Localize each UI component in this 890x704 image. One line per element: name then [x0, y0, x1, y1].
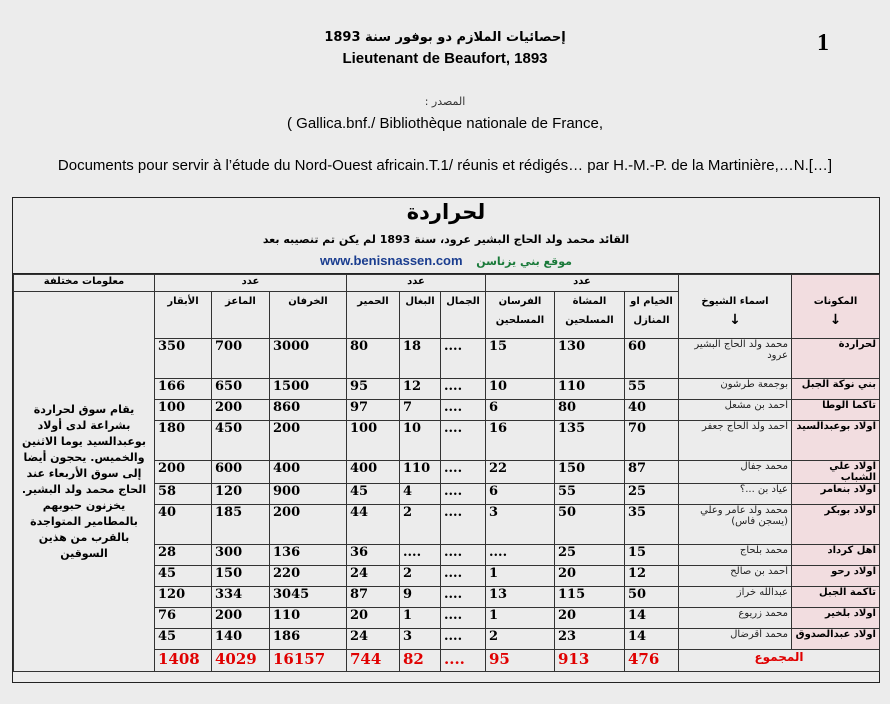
cattle-cell: 350: [155, 339, 212, 379]
goats-cell: 150: [212, 566, 270, 587]
cattle-cell: 166: [155, 379, 212, 400]
tribe-title: لحراردة: [406, 200, 486, 224]
sheep-cell: 3000: [270, 339, 347, 379]
camels-cell: ....: [441, 339, 486, 379]
sheikh-name-cell: محمد جفال: [679, 461, 792, 484]
camels-cell: ....: [441, 587, 486, 608]
sheep-header: الخرفان: [270, 292, 347, 339]
tents-header-line1: الخيام او: [630, 296, 673, 307]
goats-cell: 600: [212, 461, 270, 484]
tents-cell: 25: [625, 484, 679, 505]
component-name-cell: اولاد علي الشباب: [792, 461, 880, 484]
documents-line: Documents pour servir à l’étude du Nord-Ouest africain.T.1/ réunis et rédigés… par H.-M.-P. de la Martinière,…N.[…]: [57, 157, 833, 174]
notes-cell: يقام سوق لحراردة بشراعة لدى أولاد بوعبدالسيد يوما الاثنين والخميس. يحجون أيضا إلى سوق الأربعاء عند الحاج محمد ولد البشير. يخزنون حبوبهم بالمطامير المتواجدة بالقرب من هذين السوقين: [14, 292, 155, 672]
sheikh-name-cell: أحمد بن مشعل: [679, 400, 792, 421]
cavalry-cell: 6: [486, 484, 555, 505]
camels-cell: ....: [441, 484, 486, 505]
cavalry-cell: 1: [486, 608, 555, 629]
sheikh-name-cell: محمد ولد عامر وعلي (يسجن فاس): [679, 505, 792, 545]
sheikh-name-cell: أحمد بن صالح: [679, 566, 792, 587]
page-number: 1: [817, 30, 829, 56]
sheep-cell: 900: [270, 484, 347, 505]
header-row-top: [14, 275, 880, 292]
total-cavalry-cell: 95: [486, 650, 555, 672]
sheikh-name-cell: بوجمعة طرشون: [679, 379, 792, 400]
data-grid: [13, 274, 880, 672]
armed-infantry-header: [555, 292, 625, 339]
cavalry-cell: 22: [486, 461, 555, 484]
infantry-cell: 115: [555, 587, 625, 608]
sheep-cell: 1500: [270, 379, 347, 400]
sheep-cell: 200: [270, 505, 347, 545]
tents-cell: 55: [625, 379, 679, 400]
camels-cell: ....: [441, 421, 486, 461]
mules-cell: 7: [400, 400, 441, 421]
component-name-cell: اولاد رحو: [792, 566, 880, 587]
down-arrow-icon: ↓: [829, 311, 842, 328]
infantry-cell: 110: [555, 379, 625, 400]
sheep-cell: 220: [270, 566, 347, 587]
mules-cell: 4: [400, 484, 441, 505]
armed-infantry-header-line2: المسلحين: [565, 315, 614, 326]
cattle-cell: 200: [155, 461, 212, 484]
source-label: المصدر :: [424, 95, 466, 108]
infantry-cell: 20: [555, 608, 625, 629]
cattle-cell: 58: [155, 484, 212, 505]
goats-cell: 120: [212, 484, 270, 505]
donkeys-cell: 20: [347, 608, 400, 629]
sheikhs-header: [679, 292, 792, 339]
total-donkeys-cell: 744: [347, 650, 400, 672]
total-sheep-cell: 16157: [270, 650, 347, 672]
armed-cavalry-header-line2: المسلحين: [495, 315, 545, 326]
donkeys-cell: 400: [347, 461, 400, 484]
table-banner: [13, 198, 879, 274]
armed-cavalry-header: [486, 292, 555, 339]
component-name-cell: بني نوكة الجبل: [792, 379, 880, 400]
component-name-cell: تاكما الوطا: [792, 400, 880, 421]
mules-cell: 10: [400, 421, 441, 461]
components-header-label: المكونات: [813, 295, 858, 307]
goats-cell: 650: [212, 379, 270, 400]
tents-cell: 14: [625, 608, 679, 629]
donkeys-cell: 97: [347, 400, 400, 421]
armed-cavalry-header-line1: الفرسان: [498, 296, 542, 307]
total-mules-cell: 82: [400, 650, 441, 672]
component-name-cell: اولاد عبدالصدوق: [792, 629, 880, 650]
tents-header: [625, 292, 679, 339]
infantry-cell: 50: [555, 505, 625, 545]
goats-cell: 300: [212, 545, 270, 566]
tents-cell: 12: [625, 566, 679, 587]
component-name-cell: اهل كرداد: [792, 545, 880, 566]
title-arabic: إحصائيات الملازم دو بوفور سنة 1893: [324, 30, 566, 45]
sheikhs-header-label: اسماء الشيوخ: [701, 295, 769, 307]
cattle-cell: 100: [155, 400, 212, 421]
sheikh-name-cell: عبدالله خراز: [679, 587, 792, 608]
source-line: ( Gallica.bnf./ Bibliothèque nationale de France,: [286, 115, 604, 132]
cattle-header: الأبقار: [155, 292, 212, 339]
sheep-cell: 200: [270, 421, 347, 461]
infantry-cell: 130: [555, 339, 625, 379]
website-link[interactable]: www.benisnassen.com: [320, 253, 463, 268]
sheikh-name-cell: عياد بن ...؟: [679, 484, 792, 505]
total-goats-cell: 4029: [212, 650, 270, 672]
donkeys-header: الحمير: [347, 292, 400, 339]
sheep-cell: 860: [270, 400, 347, 421]
mules-cell: 12: [400, 379, 441, 400]
total-label-cell: المجموع: [679, 650, 880, 672]
cattle-cell: 40: [155, 505, 212, 545]
tents-cell: 40: [625, 400, 679, 421]
sheikh-name-cell: محمد بلحاج: [679, 545, 792, 566]
cavalry-cell: 10: [486, 379, 555, 400]
website-line: [13, 253, 879, 268]
header-row-columns: [14, 292, 880, 339]
count-header-livestock: عدد: [155, 275, 347, 292]
camels-cell: ....: [441, 629, 486, 650]
cavalry-cell: 13: [486, 587, 555, 608]
website-arabic: موقع بني يزناسن: [476, 255, 572, 268]
sheep-cell: 400: [270, 461, 347, 484]
header-blank-sheikh: [679, 275, 792, 292]
sheikh-name-cell: محمد زريوع: [679, 608, 792, 629]
donkeys-cell: 80: [347, 339, 400, 379]
sheep-cell: 186: [270, 629, 347, 650]
sheep-cell: 3045: [270, 587, 347, 608]
cattle-cell: 28: [155, 545, 212, 566]
total-tents-cell: 476: [625, 650, 679, 672]
infantry-cell: 20: [555, 566, 625, 587]
infantry-cell: 80: [555, 400, 625, 421]
camels-cell: ....: [441, 379, 486, 400]
goats-cell: 200: [212, 400, 270, 421]
document-header: [0, 0, 890, 196]
donkeys-cell: 100: [347, 421, 400, 461]
camels-cell: ....: [441, 505, 486, 545]
goats-header: الماعز: [212, 292, 270, 339]
camels-cell: ....: [441, 461, 486, 484]
title-french: Lieutenant de Beaufort, 1893: [342, 50, 548, 67]
goats-cell: 200: [212, 608, 270, 629]
mules-header: البغال: [400, 292, 441, 339]
goats-cell: 700: [212, 339, 270, 379]
mules-cell: 2: [400, 505, 441, 545]
header-blank-component: [792, 275, 880, 292]
donkeys-cell: 36: [347, 545, 400, 566]
cattle-cell: 120: [155, 587, 212, 608]
tents-cell: 35: [625, 505, 679, 545]
sheep-cell: 110: [270, 608, 347, 629]
total-infantry-cell: 913: [555, 650, 625, 672]
infantry-cell: 150: [555, 461, 625, 484]
donkeys-cell: 45: [347, 484, 400, 505]
infantry-cell: 23: [555, 629, 625, 650]
cattle-cell: 180: [155, 421, 212, 461]
components-header: [792, 292, 880, 339]
mules-cell: 1: [400, 608, 441, 629]
cattle-cell: 76: [155, 608, 212, 629]
misc-info-header: معلومات مختلفة: [14, 275, 155, 292]
donkeys-cell: 24: [347, 566, 400, 587]
infantry-cell: 25: [555, 545, 625, 566]
mules-cell: 18: [400, 339, 441, 379]
camels-cell: ....: [441, 608, 486, 629]
component-name-cell: لحراردة: [792, 339, 880, 379]
component-name-cell: اولاد بلخير: [792, 608, 880, 629]
goats-cell: 334: [212, 587, 270, 608]
tents-cell: 60: [625, 339, 679, 379]
camels-header: الجمال: [441, 292, 486, 339]
mules-cell: 9: [400, 587, 441, 608]
tents-cell: 87: [625, 461, 679, 484]
donkeys-cell: 95: [347, 379, 400, 400]
cattle-cell: 45: [155, 629, 212, 650]
cavalry-cell: 3: [486, 505, 555, 545]
component-name-cell: تاكمة الجبل: [792, 587, 880, 608]
mules-cell: 110: [400, 461, 441, 484]
sheep-cell: 136: [270, 545, 347, 566]
sheikh-name-cell: محمد ولد الحاج البشير عرود: [679, 339, 792, 379]
cattle-cell: 45: [155, 566, 212, 587]
donkeys-cell: 87: [347, 587, 400, 608]
cavalry-cell: 15: [486, 339, 555, 379]
cavalry-cell: ....: [486, 545, 555, 566]
tents-cell: 14: [625, 629, 679, 650]
sheikh-name-cell: أحمد ولد الحاج جعفر: [679, 421, 792, 461]
tents-header-line2: المنازل: [633, 315, 670, 326]
goats-cell: 185: [212, 505, 270, 545]
tents-cell: 70: [625, 421, 679, 461]
cavalry-cell: 1: [486, 566, 555, 587]
tents-cell: 15: [625, 545, 679, 566]
tribe-subtitle: القائد محمد ولد الحاج البشير عرود، سنة 1893 لم يكن تم تنصيبه بعد: [262, 233, 630, 246]
donkeys-cell: 24: [347, 629, 400, 650]
sheikh-name-cell: محمد أقرضال: [679, 629, 792, 650]
cavalry-cell: 16: [486, 421, 555, 461]
cavalry-cell: 2: [486, 629, 555, 650]
camels-cell: ....: [441, 400, 486, 421]
total-cattle-cell: 1408: [155, 650, 212, 672]
goats-cell: 450: [212, 421, 270, 461]
statistics-table: [12, 197, 880, 683]
camels-cell: ....: [441, 545, 486, 566]
infantry-cell: 55: [555, 484, 625, 505]
infantry-cell: 135: [555, 421, 625, 461]
tents-cell: 50: [625, 587, 679, 608]
mules-cell: ....: [400, 545, 441, 566]
component-name-cell: اولاد بنعامر: [792, 484, 880, 505]
component-name-cell: اولاد بوبكر: [792, 505, 880, 545]
component-name-cell: اولاد بوعبدالسيد: [792, 421, 880, 461]
camels-cell: ....: [441, 566, 486, 587]
count-header-pack-animals: عدد: [347, 275, 486, 292]
mules-cell: 3: [400, 629, 441, 650]
down-arrow-icon: ↓: [729, 311, 741, 328]
armed-infantry-header-line1: المشاة: [572, 296, 607, 307]
mules-cell: 2: [400, 566, 441, 587]
total-camels-cell: ....: [441, 650, 486, 672]
count-header-population: عدد: [486, 275, 679, 292]
donkeys-cell: 44: [347, 505, 400, 545]
goats-cell: 140: [212, 629, 270, 650]
cavalry-cell: 6: [486, 400, 555, 421]
